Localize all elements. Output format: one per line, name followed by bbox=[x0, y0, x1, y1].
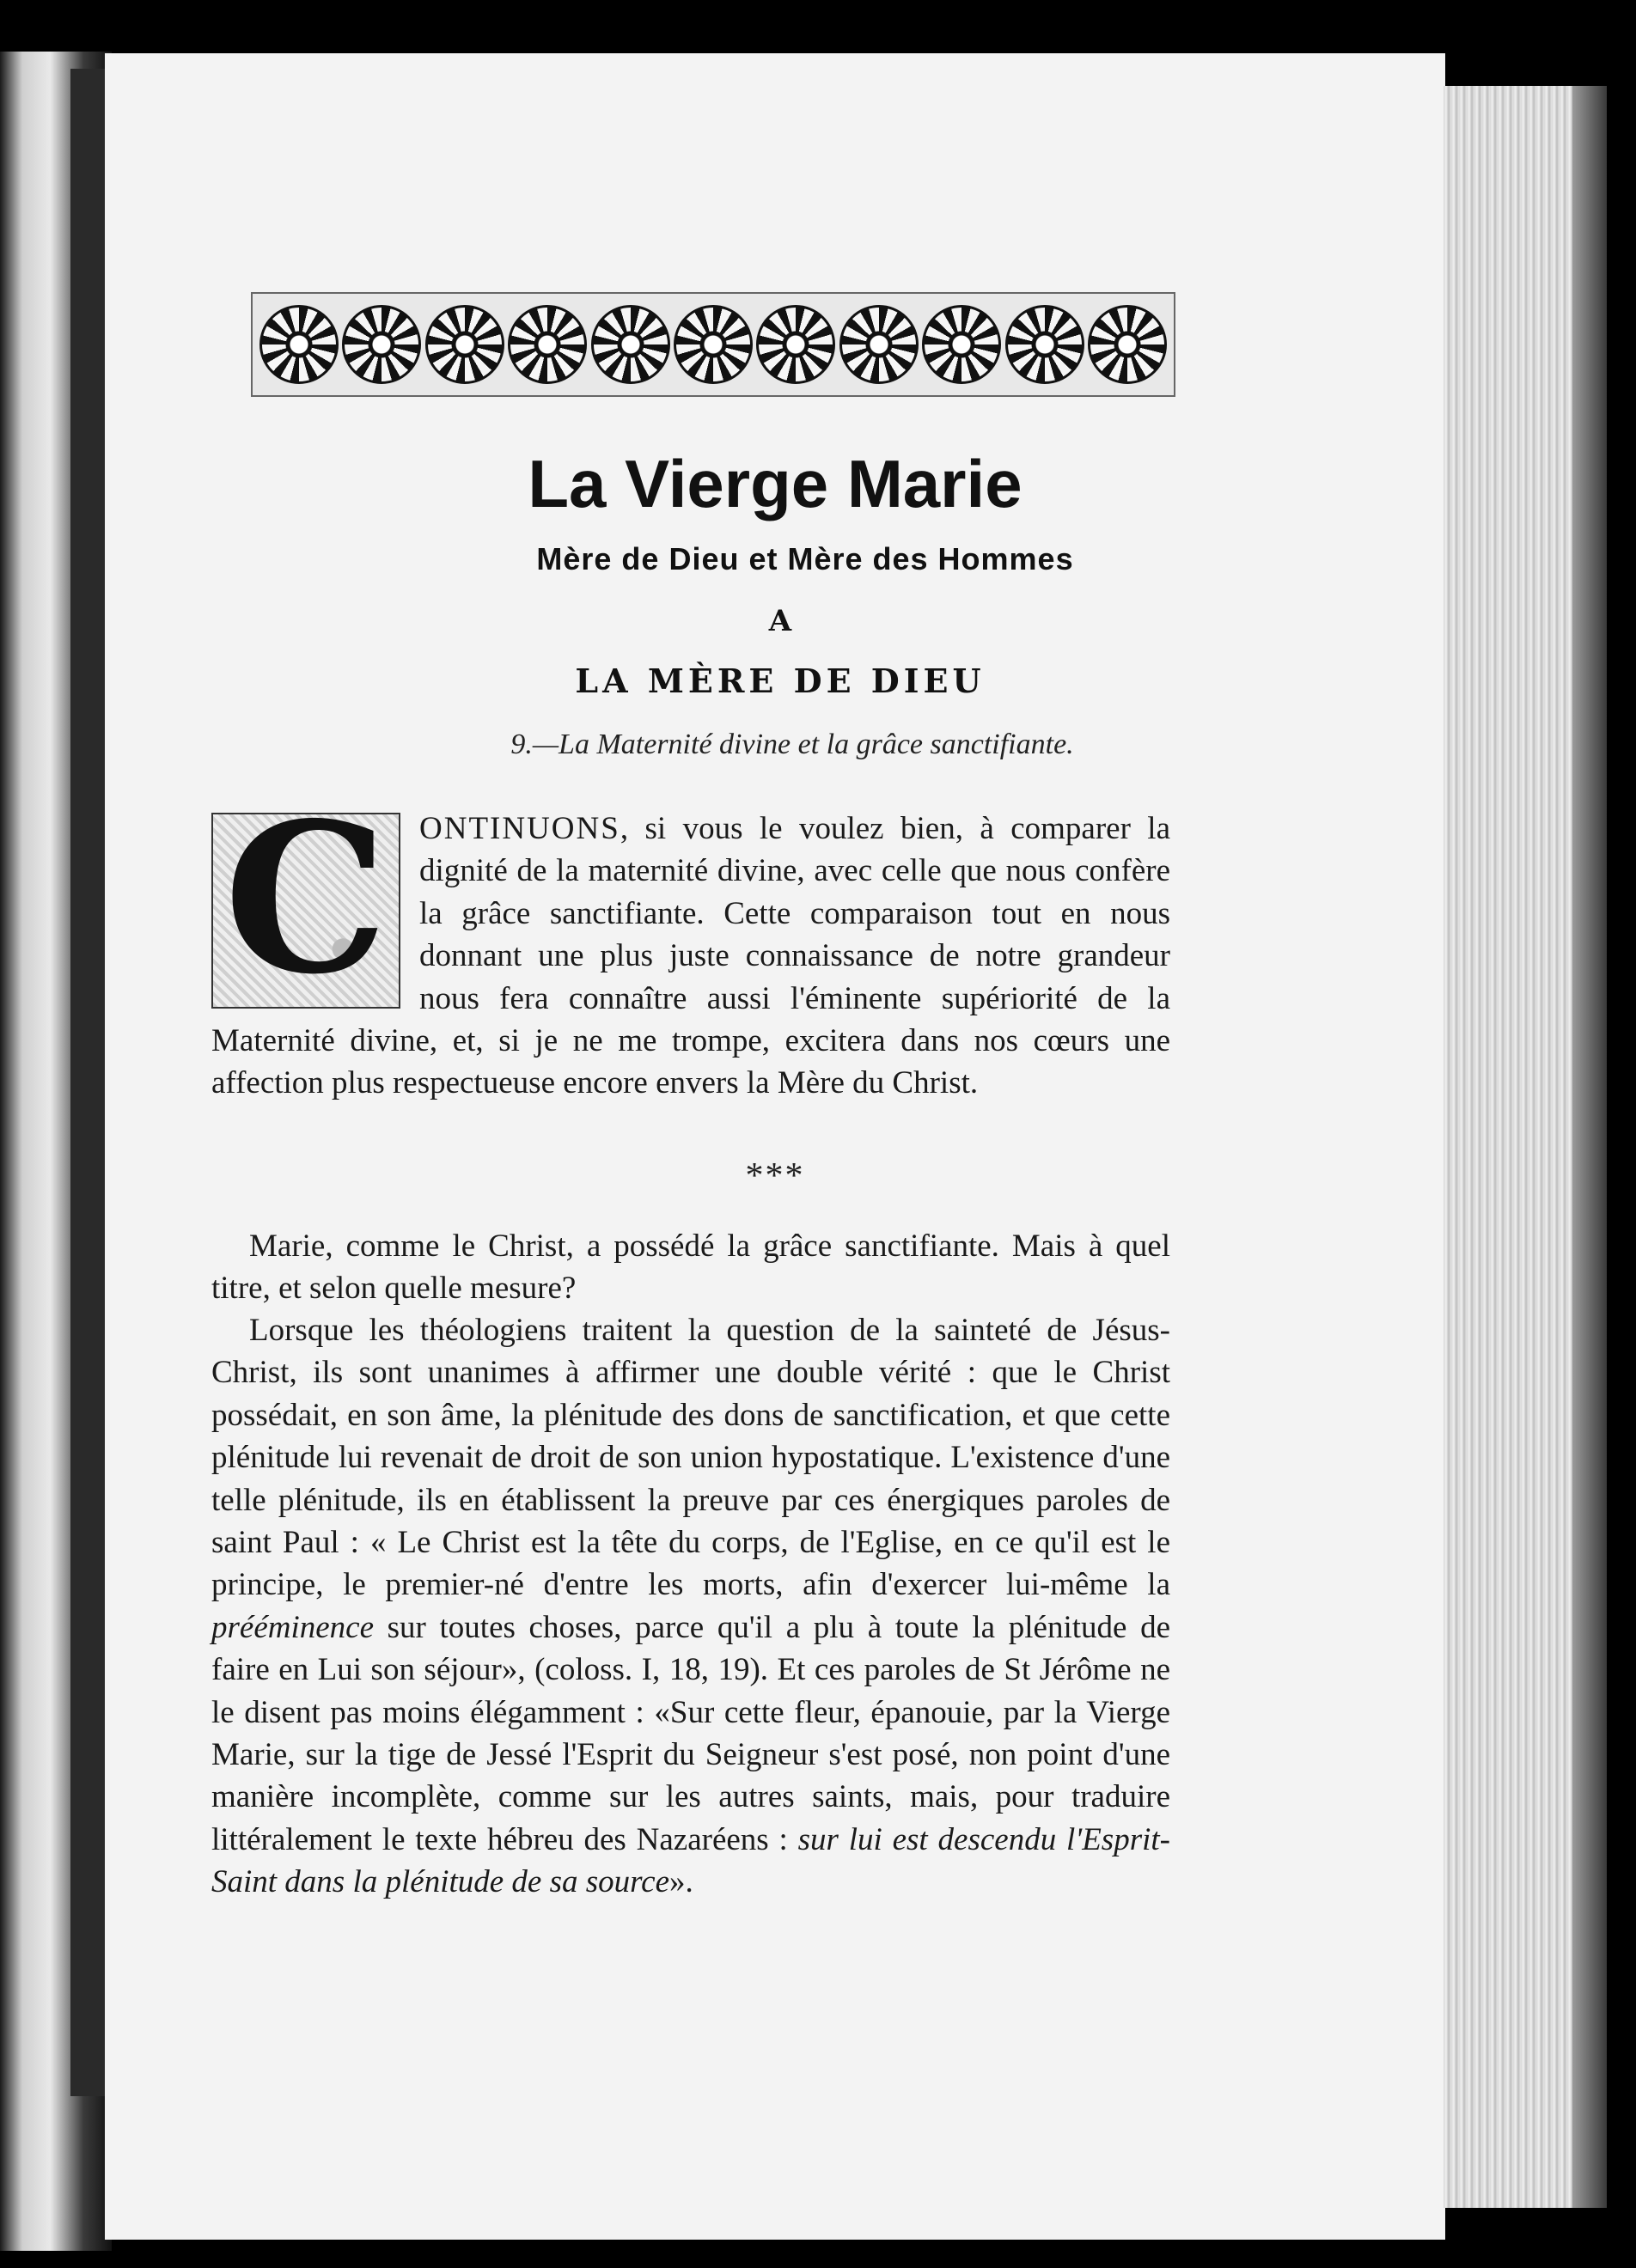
paragraph-text: sur toutes choses, parce qu'il a plu à toute la plénitude de faire en Lui son séjour», (coloss. I, 18, 19). Et ces paroles de St Jérôme ne le disent pas moins élégamment : «Sur cette fleur, épanouie, par la Vierge Marie, sur la tige de Jessé l'Esprit du Seigneur s'est posé, non point d'une manière incomplète, comme sur les autres saints, mais, pour traduire littéralement le texte hébreu des Nazaréens : bbox=[211, 1609, 1170, 1857]
rosette-ornament bbox=[1005, 305, 1084, 384]
rosette-ornament bbox=[839, 305, 919, 384]
paragraph-text: Lorsque les théologiens traitent la question de la sainteté de Jésus-Christ, ils sont unanimes à affirmer une double vérité : que le Christ possédait, en son âme, la plénitude des dons de sanctification, et que cette plénitude lui revenait de droit de son union hypostatique. L'existence d'une telle plénitude, ils en établissent la preuve par ces énergiques paroles de saint Paul : « Le Christ est la tête du corps, de l'Eglise, en ce qu'il est le principe, le premier-né d'entre les morts, afin d'exercer lui-même la bbox=[211, 1313, 1170, 1603]
paragraph-question: Marie, comme le Christ, a possédé la grâce sanctifiante. Mais à quel titre, et selon quelle mesure? bbox=[211, 1228, 1170, 1307]
paragraph-text: , si vous le voulez bien, à comparer la dignité de la maternité divine, avec celle que nous confère la grâce sanctifiante. Cette comparaison tout en nous donnant une plus juste connaissance de notre grandeur nous fera connaître aussi l'éminente supériorité de la Maternité divine, et, si je ne me trompe, excitera dans nos cœurs une affection plus respectueuse encore envers la Mère du Christ. bbox=[211, 811, 1170, 1101]
rosette-ornament bbox=[425, 305, 504, 384]
paragraph-theology bbox=[211, 1309, 1170, 1904]
section-heading: LA MÈRE DE DIEU bbox=[575, 662, 986, 700]
paragraph-opening bbox=[211, 777, 1170, 1105]
italic-quote: sur lui est descendu l'Esprit-Saint dans la plénitude de sa source bbox=[211, 1821, 1170, 1900]
section-letter: A bbox=[768, 604, 792, 638]
paragraph-text: ». bbox=[669, 1864, 693, 1900]
decorative-dropcap bbox=[211, 777, 400, 1020]
section-subheading: 9.—La Maternité divine et la grâce sanctifiante. bbox=[510, 729, 1074, 760]
page-subtitle: Mère de Dieu et Mère des Hommes bbox=[536, 541, 1074, 576]
rosette-ornament bbox=[342, 305, 421, 384]
italic-term: prééminence bbox=[211, 1609, 375, 1645]
smallcaps-lead: ONTINUONS bbox=[419, 811, 620, 846]
rosette-ornament bbox=[1088, 305, 1167, 384]
ornamental-header-band bbox=[251, 292, 1175, 397]
dropcap-letter: C bbox=[223, 777, 388, 1020]
rosette-ornament bbox=[591, 305, 670, 384]
page-title: La Vierge Marie bbox=[528, 446, 1022, 521]
rosette-ornament bbox=[259, 305, 339, 384]
page-stack-edges bbox=[1444, 86, 1607, 2208]
rosette-ornament bbox=[922, 305, 1001, 384]
rosette-ornament bbox=[508, 305, 587, 384]
rosette-ornament bbox=[756, 305, 835, 384]
asterism-separator: *** bbox=[745, 1156, 805, 1196]
rosette-ornament bbox=[674, 305, 753, 384]
